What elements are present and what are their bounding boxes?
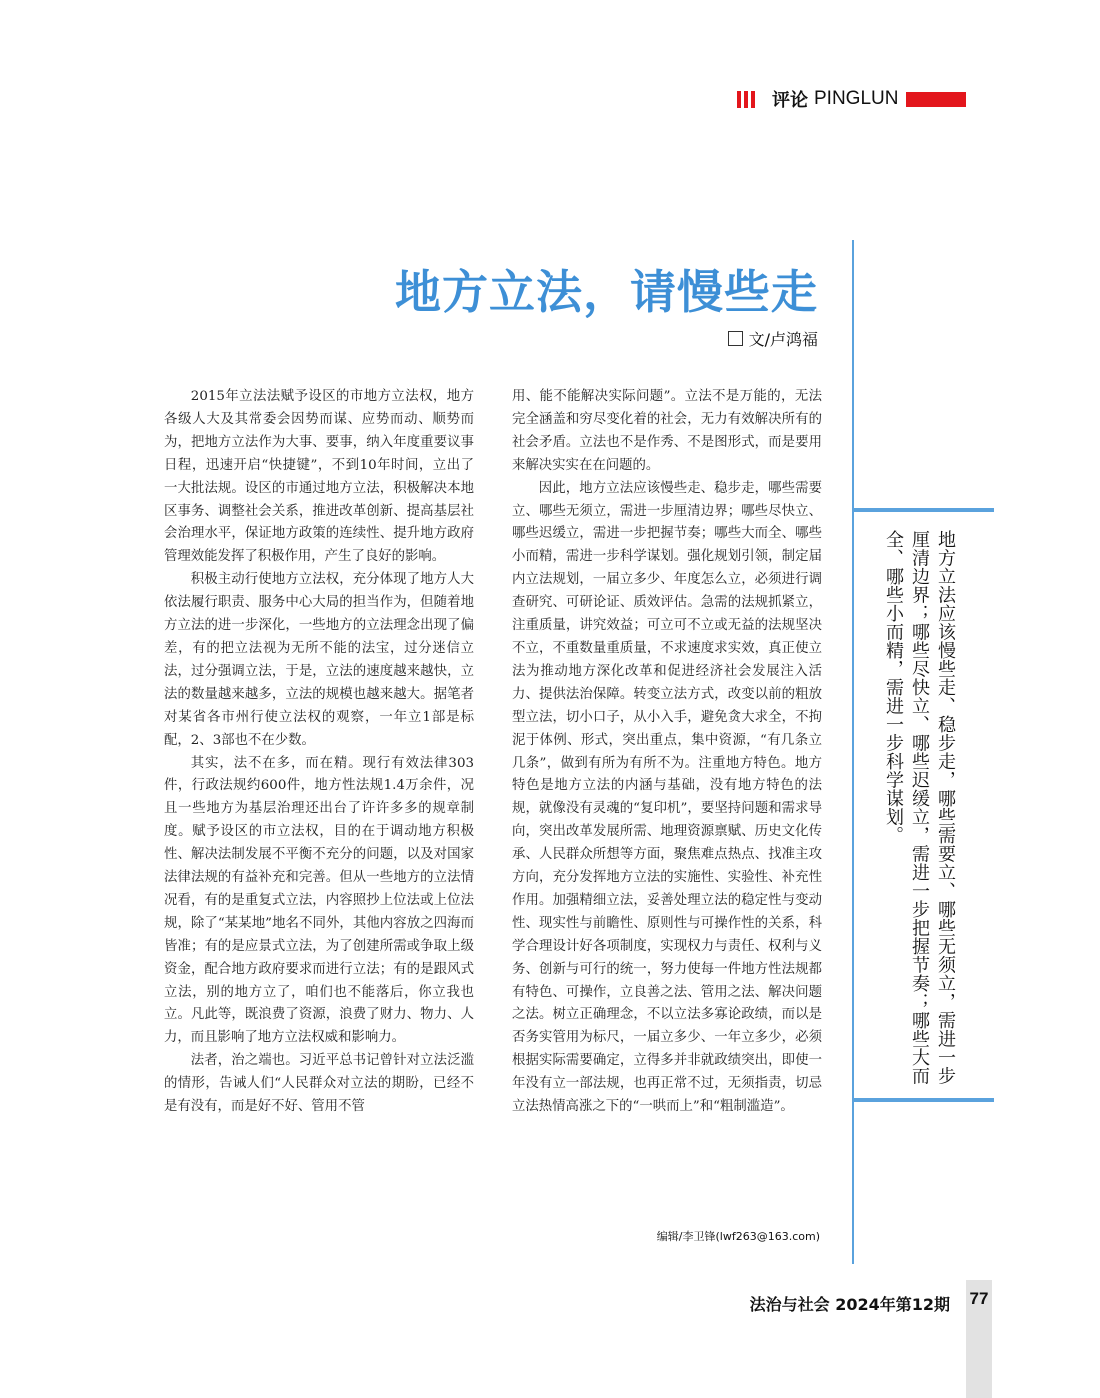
vertical-divider	[852, 240, 854, 1264]
red-bars-icon	[737, 91, 758, 108]
section-title-cn: 评论	[772, 90, 808, 111]
paragraph: 用、能不能解决实际问题”。立法不是万能的，无法完全涵盖和穷尽变化着的社会，无力有效解决所有的社会矛盾。立法也不是作秀、不是图形式，而是要用来解决实实在在问题的。	[512, 389, 822, 473]
pullquote-bottom-rule	[852, 1098, 994, 1102]
pullquote-top-rule	[852, 508, 994, 512]
paragraph: 因此，地方立法应该慢些走、稳步走，哪些需要立、哪些无须立，需进一步厘清边界；哪些尽快立、哪些迟缓立，需进一步把握节奏；哪些大而全、哪些小而精，需进一步科学谋划。强化规划引领，制定届内立法规划，一届立多少、年度怎么立，必须进行调查研究、可研论证、质效评估。急需的法规抓紧立，注重质量，讲究效益；可立可不立或无益的法规坚决不立，不重数量重质量，不求速度求实效，真正使立法为推动地方深化改革和促进经济社会发展注入活力、提供法治保障。转变立法方式，改变以前的粗放型立法，切小口子，从小入手，避免贪大求全，不拘泥于体例、形式，突出重点，集中资源，“有几条立几条”，做到有所为有所不为。注重地方特色。地方特色是地方立法的内涵与基础，没有地方特色的法规，就像没有灵魂的“复印机”，要坚持问题和需求导向，突出改革发展所需、地理资源禀赋、历史文化传承、人民群众所想等方面，聚焦难点热点、找准主攻方向，充分发挥地方立法的实施性、实验性、补充性作用。加强精细立法，妥善处理立法的稳定性与变动性、现实性与前瞻性、原则性与可操作性的关系，科学合理设计好各项制度，实现权力与责任、权利与义务、创新与可行的统一，努力使每一件地方性法规都有特色、可操作，立良善之法、管用之法、解决问题之法。树立正确理念，不以立法多寡论政绩，而以是否务实管用为标尺，一届立多少、一年立多少，必须根据实际需要确定，立得多并非就政绩突出，即使一年没有立一部法规，也再正常不过，无须指责，切忌立法热情高涨之下的“一哄而上”和“粗制滥造”。	[512, 480, 822, 1115]
article-column-right	[512, 386, 822, 1119]
paragraph: 2015年立法法赋予设区的市地方立法权，地方各级人大及其常委会因势而谋、应势而动、顺势而为，把地方立法作为大事、要事，纳入年度重要议事日程，迅速开启“快捷键”，不到10年时间，立出了一大批法规。设区的市通过地方立法，积极解决本地区事务、调整社会关系，推进改革创新、提高基层社会治理水平，保证地方政策的连续性、提升地方政府管理效能发挥了积极作用，产生了良好的影响。	[164, 389, 474, 565]
paragraph: 积极主动行使地方立法权，充分体现了地方人大依法履行职责、服务中心大局的担当作为，但随着地方立法的进一步深化，一些地方的立法理念出现了偏差，有的把立法视为无所不能的法宝，过分迷信立法，过分强调立法，于是，立法的速度越来越快，立法的数量越来越多，立法的规模也越来越大。据笔者对某省各市州行使立法权的观察，一年立1部是标配，2、3部也不在少数。	[164, 572, 474, 748]
publication-footer: 法治与社会 2024年第12期	[749, 1295, 950, 1314]
page-number: 77	[969, 1289, 989, 1308]
red-block-decoration	[906, 92, 966, 107]
paragraph: 法者，治之端也。习近平总书记曾针对立法泛滥的情形，告诫人们“人民群众对立法的期盼，已经不是有没有，而是好不好、管用不管	[164, 1053, 474, 1115]
author: 文/卢鸿福	[748, 330, 818, 349]
article-title: 地方立法，请慢些走	[395, 265, 818, 319]
paragraph: 其实，法不在多，而在精。现行有效法律303件，行政法规约600件，地方性法规1.4万余件，况且一些地方为基层治理还出台了许许多多的规章制度。赋予设区的市立法权，目的在于调动地方积极性、解决法制发展不平衡不充分的问题，以及对国家法律法规的有益补充和完善。但从一些地方的立法情况看，有的是重复式立法，内容照抄上位法或上位法规，除了“某某地”地名不同外，其他内容放之四海而皆准；有的是应景式立法，为了创建所需或争取上级资金，配合地方政府要求而进行立法；有的是跟风式立法，别的地方立了，咱们也不能落后，你立我也立。凡此等，既浪费了资源，浪费了财力、物力、人力，而且影响了地方立法权威和影响力。	[164, 755, 474, 1046]
editor-credit: 编辑/李卫锋(lwf263@163.com)	[656, 1230, 820, 1243]
pull-quote: 地方立法应该慢些走、稳步走，哪些需要立、哪些无须立，需进一步厘清边界；哪些尽快立、哪些迟缓立，需进一步把握节奏；哪些大而全、哪些小而精，需进一步科学谋划。	[883, 530, 956, 1085]
byline	[728, 327, 818, 350]
section-title-en: PINGLUN	[814, 88, 899, 109]
article-column-left	[164, 386, 474, 1119]
square-icon	[728, 331, 743, 346]
section-header	[737, 88, 966, 110]
